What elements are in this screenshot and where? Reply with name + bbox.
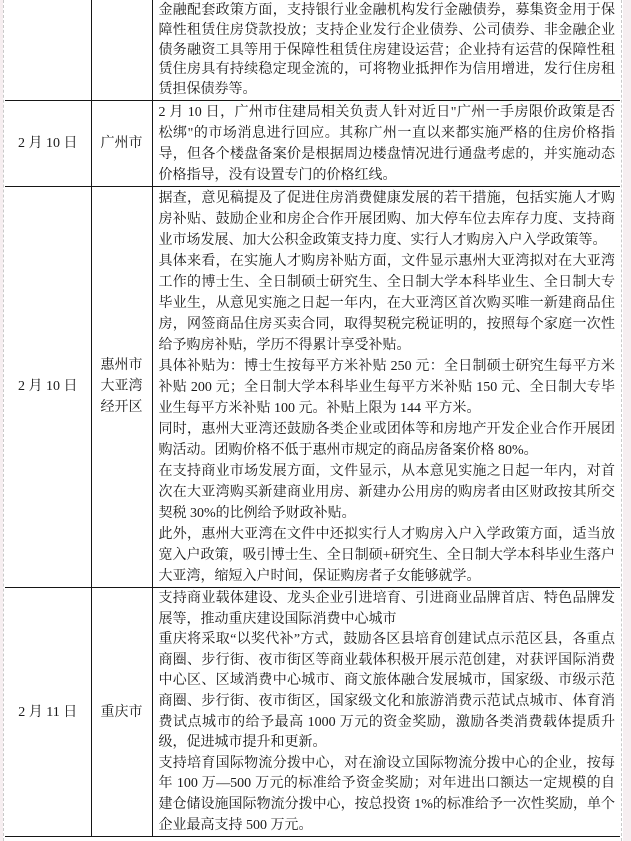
table-row [5,186,620,587]
table-row [5,587,620,836]
table-row [5,0,620,100]
policy-paragraph: 此外，惠州大亚湾在文件中还拟实行人才购房入户入学政策方面，适当放宽入户政策，吸引博士生、全日制硕+研究生、全日制大学本科毕业生落户大亚湾，缩短入户时间，保证购房者子女能够就学。 [158,526,615,584]
page-edge-right [623,0,631,841]
date-cell [5,0,91,100]
policy-paragraph: 2 月 10 日，广州市住建局相关负责人针对近日"广州一手房限价政策是否松绑"的市场消息进行回应。其称广州一直以来都实施严格的住房价格指导，但各个楼盘备案价是根据周边楼盘情况进行通盘考虑的，并实施动态价格指导，没有设置专门的价格红线。 [158,104,615,183]
date-text: 2 月 10 日 [18,135,78,151]
policy-paragraph: 支持商业载体建设、龙头企业引进培育、引进商业品牌首店、特色品牌发展等，推动重庆建设国际消费中心城市 [158,590,615,627]
text-boundary-right [621,0,622,841]
city-cell [91,587,152,836]
policy-paragraph: 支持培育国际物流分拨中心，对在渝设立国际物流分拨中心的企业，按每年 100 万—500 万元的标准给予资金奖励；对年进出口额达一定规模的自建仓储设施国际物流分拨中心，按总投资 1%的标准给予一次性奖励，单个企业最高支持 500 万元。 [158,755,615,833]
policy-content-cell [152,100,620,186]
policy-paragraph: 据查，意见稿提及了促进住房消费健康发展的若干措施，包括实施人才购房补贴、鼓励企业和房企合作开展团购、加大停车位去库存力度、支持商业市场发展、加大公积金政策支持力度、实行人才购房入户入学政策等。 [158,190,615,248]
city-text: 广州市 [100,136,143,152]
policy-paragraph: 重庆将采取“以奖代补”方式，鼓励各区县培育创建试点示范区县，各重点商圈、步行街、夜市街区等商业载体积极开展示范创建，对获评国际消费中心区、区域消费中心城市、商文旅体融合发展城市，国家级、市级示范商圈、步行街、夜市街区，国家级文化和旅游消费示范试点城市、体育消费试点城市的给予最高 1000 万元的资金奖励，激励各类消费载体提质升级，促进城市提升和更新。 [158,632,615,751]
policy-table [5,0,620,837]
policy-paragraph: 金融配套政策方面，支持银行业金融机构发行金融债券，募集资金用于保障性租赁住房贷款投放；支持企业发行企业债券、公司债券、非金融企业债务融资工具等用于保障性租赁住房建设运营；企业持有运营的保障性租赁住房具有持续稳定现金流的，可将物业抵押作为信用增进，发行住房租赁担保债券等。 [158,3,615,98]
date-text: 2 月 11 日 [18,704,78,720]
policy-paragraph: 在支持商业市场发展方面，文件显示，从本意见实施之日起一年内，对首次在大亚湾购买新建商业用房、新建办公用房的购房者由区财政按其所交契税 30%的比例给予财政补贴。 [158,463,615,521]
policy-paragraph: 具体来看，在实施人才购房补贴方面，文件显示惠州大亚湾拟对在大亚湾工作的博士生、全日制硕士研究生、全日制大学本科毕业生、全日制大专毕业生，从意见实施之日起一年内，在大亚湾区首次购买唯一新建商品住房，网签商品住房买卖合同，取得契税完税证明的，按照每个家庭一次性给予购房补贴，学历不得累计享受补贴。 [158,253,615,353]
date-cell [5,186,91,587]
policy-content-cell [152,186,620,587]
policy-content-cell [152,0,620,100]
city-text: 重庆市 [100,704,143,720]
city-cell [91,186,152,587]
city-text: 惠州市大亚湾经开区 [100,358,143,416]
policy-content-cell [152,587,620,836]
city-cell [91,100,152,186]
text-boundary-left [3,0,4,841]
date-text: 2 月 10 日 [18,379,78,395]
date-cell [5,587,91,836]
city-cell [91,0,152,100]
policy-paragraph: 具体补贴为：博士生按每平方米补贴 250 元：全日制硕士研究生每平方米补贴 200 元；全日制大学本科毕业生每平方米补贴 150 元、全日制大专毕业生每平方米补贴 100 元。补贴上限为 144 平方米。 [158,358,615,416]
date-cell [5,100,91,186]
policy-paragraph: 同时，惠州大亚湾还鼓励各类企业或团体等和房地产开发企业合作开展团购活动。团购价格不低于惠州市规定的商品房备案价格 80%。 [158,421,615,458]
table-row [5,100,620,186]
